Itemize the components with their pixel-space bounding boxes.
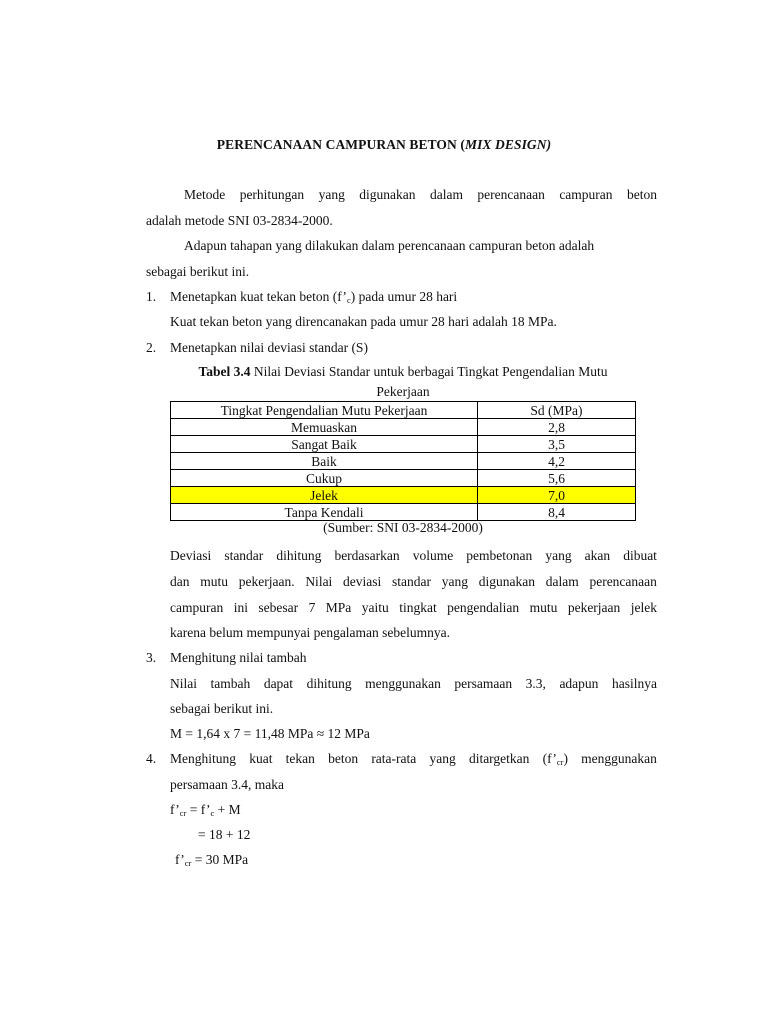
table-cell-level: Baik (171, 453, 478, 470)
table-cell-level: Tanpa Kendali (171, 504, 478, 521)
word: yang (429, 751, 456, 766)
step1-title-pre: Menetapkan kuat tekan beton (f’ (170, 289, 347, 304)
word: volume (412, 548, 454, 563)
table-header-sd: Sd (MPa) (478, 402, 636, 419)
word: 7 (308, 600, 316, 615)
word: menggunakan (365, 676, 441, 691)
eq1-lhs: f’ (170, 802, 180, 817)
step2-para-line2 (170, 573, 657, 591)
eq3-lhs-sub: cr (184, 858, 192, 868)
word: ditargetkan (468, 751, 530, 766)
table-row (171, 504, 636, 521)
word: ini (233, 600, 248, 615)
table-row (171, 470, 636, 487)
word: campuran (559, 187, 613, 202)
step3-title: Menghitung nilai tambah (170, 650, 307, 665)
word: dan (170, 574, 190, 589)
eq3-rhs: = 30 MPa (191, 852, 249, 867)
step3-line2: sebagai berikut ini. (170, 701, 274, 716)
step3-line1 (170, 675, 657, 693)
table-cell-sd: 2,8 (478, 419, 636, 436)
table-cell-sd: 7,0 (478, 487, 636, 504)
word: standar (224, 548, 264, 563)
word: Nilai (170, 676, 197, 691)
step3-number: 3. (146, 650, 157, 665)
step1-text: Kuat tekan beton yang direncanakan pada umur 28 hari adalah 18 MPa. (170, 314, 557, 329)
step4-sub: cr (556, 757, 564, 767)
word: 3.3, (525, 676, 546, 691)
table-header-row (171, 402, 636, 419)
word: perencanaan (477, 187, 545, 202)
table-cell-level: Jelek (171, 487, 478, 504)
table-row (171, 453, 636, 470)
eq1-rhs-sub: c (210, 808, 215, 818)
step2-para-line1 (170, 547, 657, 565)
word: mutu (200, 574, 228, 589)
word: dapat (263, 676, 294, 691)
title-italic-text: MIX DESIGN) (464, 137, 552, 152)
word: mutu (529, 600, 558, 615)
word: perhitungan (239, 187, 305, 202)
table-cell-sd: 8,4 (478, 504, 636, 521)
word: dihitung (306, 676, 352, 691)
word: Menghitung (170, 751, 236, 766)
word: MPa (325, 600, 352, 615)
word: perencanaan (589, 574, 657, 589)
word: digunakan (359, 187, 416, 202)
word: hasilnya (611, 676, 657, 691)
word: beton (328, 751, 359, 766)
word: pekerjaan. (238, 574, 295, 589)
word: Deviasi (170, 548, 212, 563)
word: standar (392, 574, 432, 589)
word: yang (441, 574, 468, 589)
para1-line2: adalah metode SNI 03-2834-2000. (146, 213, 333, 228)
table-cell-level: Memuaskan (171, 419, 478, 436)
word: yang (545, 548, 572, 563)
word: Metode (184, 187, 226, 202)
table-row (171, 419, 636, 436)
step1-title-post: ) pada umur 28 hari (350, 289, 458, 304)
eq1-mid: = f’ (186, 802, 211, 817)
word: yaitu (361, 600, 389, 615)
word: kuat (249, 751, 273, 766)
table-cell-level: Sangat Baik (171, 436, 478, 453)
word: dalam (545, 574, 579, 589)
word: campuran (170, 600, 224, 615)
word: persamaan (454, 676, 513, 691)
word: tingkat (399, 600, 437, 615)
word: deviasi (343, 574, 382, 589)
page-title (0, 137, 768, 153)
eq1-lhs-sub: cr (179, 808, 187, 818)
word: yang (318, 187, 345, 202)
word: pengendalian (447, 600, 520, 615)
word: pembetonan (466, 548, 533, 563)
table-source: (Sumber: SNI 03-2834-2000) (323, 520, 483, 535)
step4-title (170, 750, 657, 771)
step1-title-sub: c (346, 295, 351, 305)
word: jelek (630, 600, 657, 615)
step2-number: 2. (146, 340, 157, 355)
deviation-table (170, 401, 636, 521)
word: tambah (210, 676, 251, 691)
step3-formula: M = 1,64 x 7 = 11,48 MPa ≈ 12 MPa (170, 726, 370, 741)
word: adapun (559, 676, 599, 691)
eq3-lhs: f’ (175, 852, 185, 867)
table-caption-text: Nilai Deviasi Standar untuk berbagai Tingkat Pengendalian Mutu (250, 364, 608, 379)
word: menggunakan (581, 751, 657, 766)
word: pekerjaan (567, 600, 621, 615)
word: akan (584, 548, 611, 563)
step2-para-line3 (170, 599, 657, 617)
equation-2: = 18 + 12 (198, 827, 251, 842)
title-text: PERENCANAAN CAMPURAN BETON ( (216, 137, 465, 152)
word: dibuat (623, 548, 657, 563)
table-cell-level: Cukup (171, 470, 478, 487)
word: digunakan (478, 574, 535, 589)
word: beton (626, 187, 657, 202)
equation-1 (170, 801, 241, 822)
equation-3 (175, 851, 248, 872)
para1-line1 (184, 186, 657, 204)
table-caption-line2: Pekerjaan (376, 384, 430, 399)
word: Nilai (305, 574, 333, 589)
table-cell-sd: 4,2 (478, 453, 636, 470)
table-caption (160, 363, 646, 380)
table-cell-sd: 5,6 (478, 470, 636, 487)
table-row (171, 487, 636, 504)
table-caption-label: Tabel 3.4 (198, 364, 251, 379)
step2-title: Menetapkan nilai deviasi standar (S) (170, 340, 368, 355)
word: sebesar (258, 600, 299, 615)
eq1-rhs: + M (214, 802, 241, 817)
para2-line2: sebagai berikut ini. (146, 264, 250, 279)
word: dalam (429, 187, 463, 202)
step2-para-line4: karena belum mempunyai pengalaman sebelumnya. (170, 625, 451, 640)
word: tekan (285, 751, 315, 766)
word: berdasarkan (334, 548, 400, 563)
step1-number: 1. (146, 289, 157, 304)
step1-title (170, 288, 457, 309)
step4-number: 4. (146, 751, 157, 766)
table-cell-sd: 3,5 (478, 436, 636, 453)
table-header-level: Tingkat Pengendalian Mutu Pekerjaan (171, 402, 478, 419)
step4-line2: persamaan 3.4, maka (170, 777, 284, 792)
table-row (171, 436, 636, 453)
para2-line1: Adapun tahapan yang dilakukan dalam perencanaan campuran beton adalah (184, 238, 595, 253)
word: $(f’_{cr})$ (542, 751, 568, 767)
word: rata-rata (371, 751, 417, 766)
word: dihitung (276, 548, 322, 563)
